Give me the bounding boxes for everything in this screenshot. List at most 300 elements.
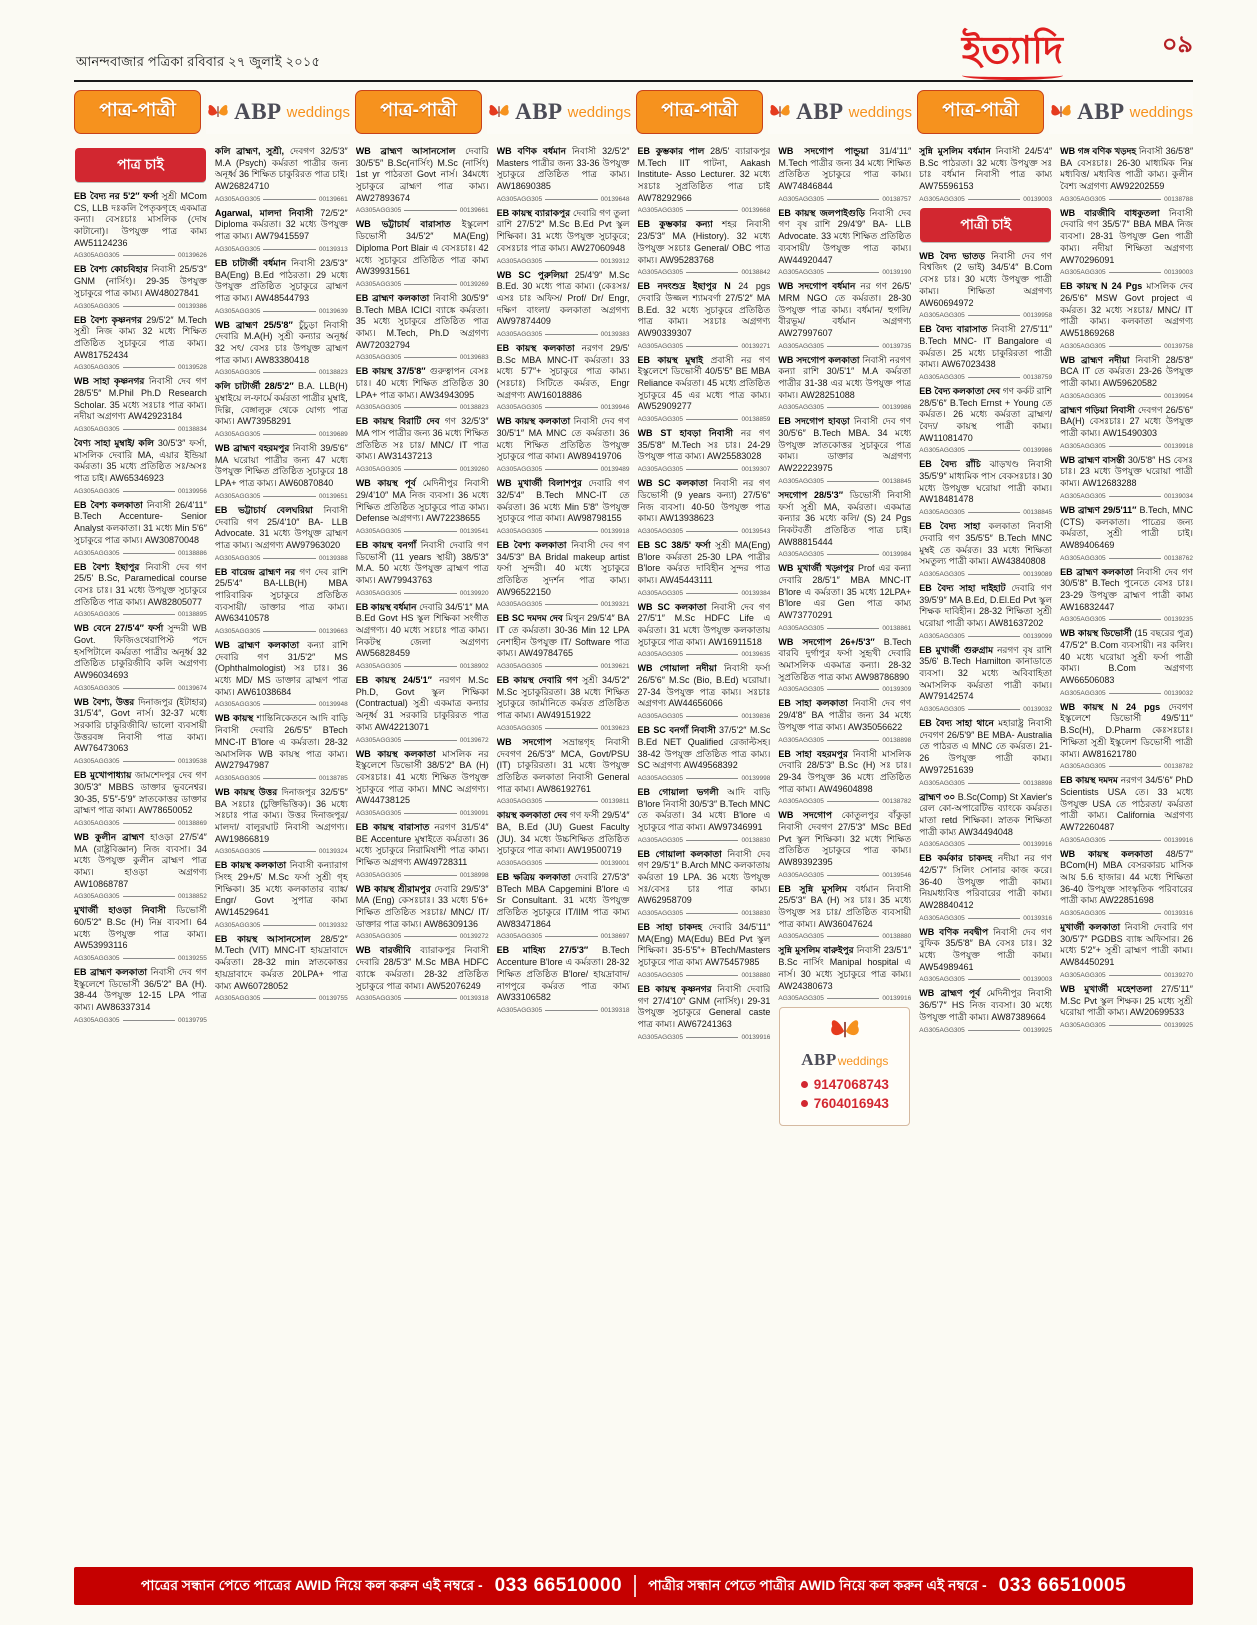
ad-text: কলি ব্রাহ্মণ, সুশ্রী, দেবগণ 32/5'3″ M.A (Psych) কর্মরতা পাত্রীর জন্য অনূর্ধ্ব 36 শিক্ষিত চাকুরিরত পাত্র চাই। AW26824710 bbox=[214, 146, 348, 192]
ad-separator bbox=[74, 758, 207, 765]
agency-code: AG305AGG305 bbox=[214, 848, 261, 856]
ad-text: WB কায়স্থ কলকাতা মাসলিক নর ইস্কুলেশে ডিভোর্সী 38/5'2″ BA (H) বেসঃচাঃ। 41 মধ্যে শিক্ষিত উপযুক্ত সুচাকুরে পাত্র কাম্য। MNC অগ্রগণ্য। AW44738125 bbox=[355, 748, 489, 806]
butterfly-icon bbox=[206, 102, 230, 121]
ad-text: WB গোয়ালা নদীয়া নিবাসী ফর্সা 26/5'6″ M.Sc (Bio, B.Ed) ঘরোয়া। 27-34 উপযুক্ত পাত্র কাম্য। সঃচাঃ অগ্রগণ্য AW44656066 bbox=[637, 663, 771, 709]
ad-text: EB কায়স্থ বর্ধমান দেবারি 34/5'1″ MA B.Ed Govt HS স্কুল শিক্ষিকা সংগীত অগ্রগণ্য। 40 মধ্যে সঃচাঃ পাত্র কাম্য। নিকটস্থ জেলা অগ্রগণ্য AW56828459 bbox=[355, 601, 489, 659]
agency-code: AG305AGG305 bbox=[1060, 616, 1106, 624]
ad-text: EB বৈশ্য কৃষ্ণনগর 29/5'2″ M.Tech সুশ্রী নিজ কাম্য 32 মধ্যে শিক্ষিত প্রতিষ্ঠিত সুচাকুরে পাত্র কাম্য। AW81752434 bbox=[74, 314, 207, 360]
separator-line bbox=[263, 558, 315, 559]
separator-line bbox=[827, 936, 879, 937]
ad-separator bbox=[1060, 972, 1193, 979]
separator-line bbox=[404, 666, 456, 667]
agency-code: AG305AGG305 bbox=[214, 995, 261, 1003]
separator-line bbox=[968, 844, 1020, 845]
classified-ad bbox=[919, 386, 1052, 454]
reg-number: 00139099 bbox=[1023, 632, 1053, 640]
phone-number-text: 9147068743 bbox=[813, 1077, 889, 1093]
classified-ad bbox=[919, 146, 1052, 203]
butterfly-icon bbox=[828, 1016, 862, 1043]
ad-separator bbox=[778, 196, 911, 203]
agency-code: AG305AGG305 bbox=[74, 893, 120, 901]
separator-line bbox=[263, 998, 315, 999]
ad-separator bbox=[356, 281, 489, 288]
agency-code: AG305AGG305 bbox=[496, 601, 543, 609]
ad-text: EB ভট্টাচার্য বেলঘরিয়া নিবাসী দেবারি গণ 25/4'10″ BA- LLB Advocate. 31 মধ্যে উপযুক্ত ব্রাহ্মণ পাত্র কাম্য। অগ্রগণ্য AW97963020 bbox=[214, 504, 348, 550]
agency-code: AG305AGG305 bbox=[74, 611, 120, 619]
agency-code: AG305AGG305 bbox=[778, 342, 824, 350]
classified-ad bbox=[919, 583, 1052, 640]
classified-ad bbox=[638, 219, 771, 276]
phone-number-text: 7604016943 bbox=[813, 1096, 889, 1112]
separator-line bbox=[968, 377, 1020, 378]
agency-code: AG305AGG305 bbox=[496, 527, 543, 535]
classified-ad bbox=[356, 146, 489, 214]
ad-text: WB সদগোপ বর্ধমান নর গণ 26/5' MRM NGO তে কর্মরতা। 28-30 উপযুক্ত পাত্র কাম্য। বর্ধমান/ হুগলি/ বীরভূম/ বর্ধমান অগ্রগণ্য AW27997607 bbox=[778, 281, 912, 338]
separator-line bbox=[545, 936, 597, 937]
ad-separator bbox=[778, 343, 911, 350]
ad-separator bbox=[638, 207, 771, 214]
ad-separator bbox=[1060, 616, 1193, 623]
ad-separator bbox=[919, 196, 1052, 203]
separator-line bbox=[404, 469, 456, 470]
classified-ad bbox=[497, 613, 630, 670]
separator-line bbox=[123, 688, 175, 689]
classified-ad bbox=[919, 324, 1052, 381]
agency-code: AG305AGG305 bbox=[778, 269, 824, 277]
classified-ad bbox=[215, 567, 348, 635]
separator-line bbox=[686, 593, 738, 594]
masthead bbox=[74, 30, 1193, 82]
ad-separator bbox=[356, 207, 489, 214]
agency-code: AG305AGG305 bbox=[1060, 1021, 1106, 1029]
agency-code: AG305AGG305 bbox=[214, 774, 261, 782]
classified-ad bbox=[74, 832, 207, 900]
ad-text: EB কায়স্থ বনগাঁ নিবাসী দেবারি গণ ডিভোর্সী (11 years স্থায়ী) 38/5'3″ M.A. 50 মধ্যে উপযুক্ত ব্রাহ্মণ পাত্র কাম্য। AW79943763 bbox=[355, 539, 489, 585]
ad-separator bbox=[919, 841, 1052, 848]
separator-line bbox=[1109, 396, 1161, 397]
ad-separator bbox=[74, 488, 207, 495]
separator-line bbox=[263, 496, 315, 497]
separator-line bbox=[1109, 346, 1161, 347]
classified-ad bbox=[74, 770, 207, 827]
ad-text: WB কায়স্থ শ্রীরামপুর দেবারি 29/5'3″ MA (Eng) কেসঃচাঃ। 33 মধ্যে 5'6+ শিক্ষিত প্রতিষ্ঠিত সঃচাঃ/ MNC/ IT/ ডাক্তার পাত্র কাম্য। AW86309136 bbox=[355, 883, 489, 929]
agency-code: AG305AGG305 bbox=[496, 663, 543, 671]
agency-code: AG305AGG305 bbox=[74, 1016, 120, 1024]
agency-code: AG305AGG305 bbox=[214, 701, 261, 709]
agency-code: AG305AGG305 bbox=[496, 195, 543, 203]
ad-text: EB সদগোপ হাবড়া নিবাসী দেব গণ 30/5'6″ B.Tech MBA. 34 মধ্যে উপযুক্ত স্নাতকোত্তর সুচাকুরে পাত্র কাম্য। ডাক্তার অগ্রগণ্য AW22223975 bbox=[778, 416, 912, 474]
classified-ad bbox=[74, 438, 207, 495]
ad-text: EB মুখার্জী গুরুগ্রাম নরগণ বৃষ রাশি 35/6' B.Tech Hamilton কানাডাতে ব্যবসা। 32 মধ্যে অবিবাহিতা অমাসলিক কর্মরতা পাত্রী কাম্য। AW79142574 bbox=[919, 644, 1053, 702]
reg-number: 00139384 bbox=[741, 589, 771, 597]
ad-text: WB মুখার্জী মহেশতলা 27/5'11″ M.Sc Pvt স্কুল শিক্ষক। 25 মধ্যে সুশ্রী ঘরোয়া পাত্রী কাম্য। AW20699533 bbox=[1060, 983, 1193, 1018]
classified-ad bbox=[356, 540, 489, 597]
reg-number: 00139034 bbox=[1164, 492, 1193, 500]
ad-text: EB কায়স্থ আসানসোল 28/5'2″ M.Tech (VIT) MNC-IT হায়দ্রাবাদে কর্মরতা। 28-32 min স্নাতকোত্তর হায়দ্রাবাদে কর্মরত 20LPA+ পাত্র কাম্য AW60728052 bbox=[214, 933, 348, 991]
ad-separator bbox=[215, 775, 348, 782]
classifieds-columns bbox=[74, 146, 1193, 1561]
reg-number: 00139674 bbox=[177, 684, 207, 692]
ad-separator bbox=[497, 258, 630, 265]
ad-text: WB ভট্টাচার্য বারাসাত ইস্কুলেশ ডিভোর্সী 34/5'2″ MA(Eng) Diploma Port Blair এ বেসঃচাঃ। 42 মধ্যে সুচাকুরে প্রতিষ্ঠিত পাত্র কাম্য AW39931561 bbox=[355, 219, 489, 277]
ad-separator bbox=[497, 933, 630, 940]
reg-number: 00139546 bbox=[882, 871, 912, 879]
reg-number: 00139811 bbox=[601, 798, 630, 806]
reg-number: 00139758 bbox=[1164, 342, 1193, 350]
ad-separator bbox=[497, 860, 630, 867]
separator-line bbox=[545, 261, 597, 262]
ad-separator bbox=[215, 308, 348, 315]
ad-separator bbox=[638, 910, 771, 917]
ad-text: EB মুখোপাধ্যায় জামশেদপুর দেব গণ 30/5'3″ MBBS ডাক্তার ভুবনেশ্বর। 30-35, 5'5″-5'9″ স্নাতকোত্তর ডাক্তার ব্রাহ্মণ পাত্র কাম্য। AW78650052 bbox=[74, 770, 207, 816]
reg-number: 00139668 bbox=[741, 207, 771, 215]
ad-separator bbox=[497, 1007, 630, 1014]
ad-text: সুন্নি মুসলিম বর্ধমান নিবাসী 24/5'4″ B.Sc পাঠরতা। 32 মধ্যে উপযুক্ত সঃ চাঃ বর্ধমান নিবাসী পাত্র কাম্য AW75596153 bbox=[919, 146, 1053, 192]
separator-line bbox=[263, 704, 315, 705]
abp-weddings-logo bbox=[487, 90, 631, 134]
separator-line bbox=[1109, 199, 1161, 200]
reg-number: 00139235 bbox=[1164, 616, 1193, 624]
abp-weddings-logo bbox=[768, 90, 912, 134]
agency-code: AG305AGG305 bbox=[637, 416, 684, 424]
classified-ad bbox=[497, 146, 630, 203]
reg-number: 00139683 bbox=[459, 354, 489, 362]
ad-text: EB সাহা বহরমপুর নিবাসী মাসলিক দেবারি 28/5'3″ B.Sc (H) সঃ চাঃ। 29-34 উপযুক্ত 36 মধ্যে প্রতিষ্ঠিত পাত্র কাম্য। AW49604898 bbox=[778, 748, 912, 794]
ad-text: EB কায়স্থ কলকাতা নরগণ 29/5' B.Sc MBA MNC-IT কর্মরতা। 33 মধ্যে 5'7″+ সুচাকুরে পাত্র কাম্য। (সঃচাঃ) সিটিতে কর্মরত, Engr অগ্রগণ্য AW16018886 bbox=[496, 342, 630, 400]
ad-separator bbox=[1060, 690, 1193, 697]
classified-ad bbox=[778, 698, 911, 743]
ad-text: সুন্নি মুসলিম বারুইপুর নিবাসী 23/5'1″ B.Sc নার্সিং Manipal hospital এ নার্স। 30 মধ্যে সুচাকুরে পাত্র কাম্য। AW24380673 bbox=[778, 945, 912, 991]
ad-separator bbox=[74, 955, 207, 962]
separator-line bbox=[404, 357, 456, 358]
agency-code: AG305AGG305 bbox=[1060, 442, 1106, 450]
ad-separator bbox=[497, 528, 630, 535]
classified-ad bbox=[1060, 208, 1193, 276]
classified-ad bbox=[74, 562, 207, 619]
ad-separator bbox=[638, 651, 771, 658]
separator-line bbox=[123, 429, 175, 430]
reg-number: 00139332 bbox=[318, 921, 348, 929]
ad-text: EB বৈদ্য সাহা থানে মহারাষ্ট্র নিবাসী দেবগণ 26/5'9″ BE MBA- Australia তে পাঠরত এ MNC তে কর্মরত। 21-26 উপযুক্ত পাত্রী কাম্য। AW97251639 bbox=[919, 718, 1053, 775]
ad-text: EB বৈশ্য কোচবিহার নিবাসী 25/5'3″ GNM (নার্সিং)। 29-35 উপযুক্ত সুচাকুরে পাত্র কাম্য। AW48027841 bbox=[74, 264, 207, 298]
classified-ad bbox=[497, 343, 630, 411]
reg-number: 00139089 bbox=[1023, 570, 1053, 578]
separator-line bbox=[1109, 619, 1161, 620]
reg-number: 00138842 bbox=[741, 269, 771, 277]
reg-number: 00139956 bbox=[177, 487, 207, 495]
ad-separator bbox=[74, 550, 207, 557]
abp-brand-text: ABP bbox=[801, 1050, 837, 1070]
ad-separator bbox=[497, 196, 630, 203]
classified-ad bbox=[356, 219, 489, 287]
ad-separator bbox=[919, 1027, 1052, 1034]
reg-number: 00139003 bbox=[1164, 269, 1193, 277]
agency-code: AG305AGG305 bbox=[1060, 392, 1106, 400]
agency-code: AG305AGG305 bbox=[637, 527, 684, 535]
agency-code: AG305AGG305 bbox=[637, 466, 684, 474]
ad-text: ব্রাহ্মণ গড়িয়া নিবাসী দেবগণ 26/5'6″ BA(H) বেসঃচাঃ। 27 মধ্যে উপযুক্ত পাত্রী কাম্য। AW15490303 bbox=[1060, 404, 1193, 439]
ad-separator bbox=[1060, 1022, 1193, 1029]
ad-separator bbox=[778, 872, 911, 879]
reg-number: 00139318 bbox=[459, 995, 489, 1003]
agency-code: AG305AGG305 bbox=[74, 487, 120, 495]
separator-line bbox=[827, 554, 879, 555]
ad-text: WB সদগোপ সভ্রান্তগৃহ নিবাসী দেবগণ 26/5'3″ MCA, Govt/PSU (IT) চাকুরিরতা। 31 মধ্যে উপযুক্ত প্রতিষ্ঠিত কলকাতা নিবাসী General পাত্র কাম্য। AW86192761 bbox=[496, 736, 630, 794]
ad-text: WB ব্রাহ্মণ নদীয়া নিবাসী 28/5'8″ BCA IT তে কর্মরত। 23-26 উপযুক্ত পাত্রী কাম্য। AW59620582 bbox=[1060, 354, 1193, 388]
agency-code: AG305AGG305 bbox=[637, 269, 684, 277]
classified-ad bbox=[215, 320, 348, 377]
classified-ad bbox=[778, 490, 911, 558]
reg-number: 00139003 bbox=[1023, 195, 1053, 203]
agency-code: AG305AGG305 bbox=[355, 995, 402, 1003]
separator-line bbox=[263, 249, 315, 250]
classified-ad bbox=[778, 945, 911, 1002]
butterfly-icon bbox=[487, 102, 511, 121]
reg-number: 00138861 bbox=[882, 624, 912, 632]
separator-line bbox=[545, 334, 597, 335]
reg-number: 00139543 bbox=[741, 527, 771, 535]
agency-code: AG305AGG305 bbox=[919, 976, 965, 984]
ad-text: EB কায়স্থ N 24 Pgs মাসলিক দেব 26/5'6″ MSW Govt project এ কর্মরত। 32 মধ্যে সঃচাঃ/ MNC/ IT পাত্রী কাম্য। কলকাতা অগ্রগণ্য AW51869268 bbox=[1060, 281, 1193, 338]
reg-number: 00139946 bbox=[600, 404, 630, 412]
classified-ad bbox=[1060, 775, 1193, 843]
agency-code: AG305AGG305 bbox=[355, 527, 402, 535]
reg-number: 00139672 bbox=[459, 736, 489, 744]
classified-ad bbox=[1060, 146, 1193, 203]
separator-line bbox=[686, 975, 738, 976]
ad-separator bbox=[638, 269, 771, 276]
reg-number: 00139689 bbox=[318, 431, 348, 439]
ad-separator bbox=[638, 343, 771, 350]
separator-line bbox=[404, 998, 456, 999]
separator-line bbox=[263, 311, 315, 312]
classified-ad bbox=[778, 355, 911, 412]
ad-text: WB ব্রাহ্মণ বাসন্তী 30/5'8″ HS বেসঃ চাঃ। 23 মধ্যে উপযুক্ত ঘরোয়া পাত্রী কাম্য। AW12683288 bbox=[1060, 454, 1193, 489]
separator-line bbox=[263, 925, 315, 926]
ad-separator bbox=[919, 509, 1052, 516]
ad-separator bbox=[74, 252, 207, 259]
ad-column bbox=[356, 146, 489, 1561]
reg-number: 00139663 bbox=[318, 628, 348, 635]
ad-text: WB কুলীন ব্রাহ্মণ হাওড়া 27/5'4″ MA (রাষ্ট্রবিজ্ঞান) নিজ ব্যবসা। 34 মধ্যে উপযুক্ত কুলীন ব্রাহ্মণ পাত্র কাম্য। হাওড়া অগ্রগণ্য AW10868787 bbox=[74, 831, 207, 889]
ad-text: WB সদগোপ পান্ডুয়া 31/4'11″ M.Tech পাত্রীর জন্য 34 মধ্যে শিক্ষিত প্রতিষ্ঠিত সুচাকুরে পাত্র কাম্য। AW74846844 bbox=[778, 146, 912, 192]
ad-separator bbox=[638, 416, 771, 423]
hotline-bride-number: 033 66510005 bbox=[998, 1575, 1127, 1596]
ad-separator bbox=[356, 354, 489, 361]
ad-separator bbox=[356, 995, 489, 1002]
separator-line bbox=[827, 875, 879, 876]
ad-separator bbox=[497, 798, 630, 805]
abp-weddings-text: weddings bbox=[286, 103, 350, 121]
separator-line bbox=[968, 199, 1020, 200]
classified-ad bbox=[778, 281, 911, 349]
reg-number: 00139032 bbox=[1023, 706, 1053, 714]
separator-line bbox=[686, 654, 738, 655]
bullet-icon bbox=[801, 1081, 808, 1088]
ad-text: EB গোয়ালা ভগলী আদি বাড়ি B'lore নিবাসী 30/5'3″ B.Tech MNC তে কর্মরতা। 34 মধ্যে B'lore এ সুচাকুরে পাত্র কাম্য। AW97346991 bbox=[637, 786, 771, 832]
reg-number: 00139925 bbox=[1023, 1026, 1053, 1034]
agency-code: AG305AGG305 bbox=[778, 736, 824, 744]
ad-separator bbox=[356, 663, 489, 670]
ad-separator bbox=[356, 466, 489, 473]
reg-number: 00138845 bbox=[1023, 509, 1053, 517]
reg-number: 00139309 bbox=[882, 686, 912, 694]
agency-code: AG305AGG305 bbox=[214, 369, 261, 377]
separator-line bbox=[1109, 975, 1161, 976]
ad-text: WB গঙ্গ বণিক খড়দহ নিবাসী 36/5'8″ BA বেসঃচাঃ। 26-30 মাধ্যমিক নিম্ন মধ্যবিত্ত/ মধ্যবিত্ত পাত্রী কাম্য। কুলীন বৈশ্য অগ্রগণ্য AW92202559 bbox=[1060, 146, 1193, 192]
classified-ad bbox=[919, 988, 1052, 1033]
classified-ad bbox=[215, 505, 348, 562]
ad-text: WB বৈশ্য, উত্তর দিনাজপুর (ইটাহার) 31/5'4″, Govt নার্স। 32-37 মধ্যে সরকারি চাকুরিজীবি/ ভালো ব্যবসায়ী উত্তরবঙ্গ নিবাসী পাত্র কাম্য। AW76473063 bbox=[74, 696, 207, 754]
separator-line bbox=[123, 491, 175, 492]
ad-separator bbox=[1060, 837, 1193, 844]
agency-code: AG305AGG305 bbox=[919, 509, 965, 517]
reg-number: 00139260 bbox=[459, 466, 489, 474]
patra-patri-banner: পাত্র-পাত্রী bbox=[917, 90, 1044, 134]
ad-separator bbox=[1060, 493, 1193, 500]
separator-line bbox=[404, 936, 456, 937]
reg-number: 00139755 bbox=[318, 995, 348, 1003]
ad-column bbox=[1060, 146, 1193, 1561]
reg-number: 00139916 bbox=[1164, 836, 1193, 844]
classified-ad bbox=[215, 934, 348, 1002]
reg-number: 00138845 bbox=[882, 477, 912, 485]
agency-code: AG305AGG305 bbox=[919, 195, 965, 203]
separator-line bbox=[404, 531, 456, 532]
ad-separator bbox=[1060, 910, 1193, 917]
separator-line bbox=[686, 469, 738, 470]
agency-code: AG305AGG305 bbox=[637, 910, 684, 918]
separator-line bbox=[263, 778, 315, 779]
classified-ad bbox=[638, 428, 771, 473]
ad-column bbox=[74, 146, 207, 1561]
separator-line bbox=[968, 450, 1020, 451]
agency-code: AG305AGG305 bbox=[496, 724, 543, 732]
agency-code: AG305AGG305 bbox=[778, 477, 824, 485]
classified-ad bbox=[638, 849, 771, 917]
separator-line bbox=[827, 689, 879, 690]
ad-separator bbox=[74, 303, 207, 310]
separator-line bbox=[123, 306, 175, 307]
ad-separator bbox=[638, 1034, 771, 1041]
ad-separator bbox=[778, 798, 911, 805]
agency-code: AG305AGG305 bbox=[637, 1033, 684, 1041]
ad-separator bbox=[638, 713, 771, 720]
ad-separator bbox=[919, 312, 1052, 319]
agency-code: AG305AGG305 bbox=[778, 404, 824, 412]
ad-separator bbox=[215, 701, 348, 708]
ad-text: EB বৈশ্য কলকাতা নিবাসী 26/4'11″ B.Tech Accenture- Senior Analyst কলকাতা। 31 মধ্যে Min 5'6″ সুচাকুরে পাত্র কাম্য। AW30870048 bbox=[74, 499, 207, 545]
abp-weddings-logo bbox=[206, 90, 350, 134]
classified-ad bbox=[919, 853, 1052, 921]
ad-text: EB চাটার্জী বর্ধমান নিবাসী 23/5'3″ BA(Eng) B.Ed পাঠরতা। 29 মধ্যে উপযুক্ত প্রতিষ্ঠিত সুচাকুরে ব্রাহ্মণ পাত্র কাম্য। AW48544793 bbox=[214, 257, 348, 303]
reg-number: 00138762 bbox=[1164, 554, 1193, 562]
ad-separator bbox=[778, 404, 911, 411]
separator-line bbox=[545, 531, 597, 532]
agency-code: AG305AGG305 bbox=[355, 736, 402, 744]
classified-ad bbox=[778, 146, 911, 203]
ad-separator bbox=[1060, 443, 1193, 450]
separator-line bbox=[263, 631, 315, 632]
separator-line bbox=[123, 823, 175, 824]
patra-patri-banner: পাত্র-পাত্রী bbox=[636, 90, 763, 134]
ad-text: WB বৈদ্য ভাতড় নিবাসী দেব গণ বিশ্বজিৎ (2 ভাই) 34/5'4″ B.Com বেসঃ চাঃ। 30 মধ্যে উপযুক্ত পাত্রী কাম্য। শিক্ষিতা অগ্রগণ্য AW60694972 bbox=[919, 250, 1053, 308]
separator-line bbox=[404, 875, 456, 876]
ad-separator bbox=[638, 528, 771, 535]
ad-text: EB ব্রাহ্মণ কলকাতা নিবাসী দেব গণ 30/5'8″ B.Tech পুনেতে বেসঃ চাঃ। 23-29 উপযুক্ত ব্রাহ্মণ পাত্রী কাম্য AW16832447 bbox=[1060, 566, 1193, 612]
separator-line bbox=[968, 636, 1020, 637]
agency-code: AG305AGG305 bbox=[778, 195, 824, 203]
ad-text: WB কায়স্থ শান্তিনিকেতনে আদি বাড়ি নিবাসী দেবারি 26/5'5″ BTech MNC-IT B'lore এ কর্মরতা। 28-32 অমাসলিক WB কায়স্থ পাত্র কাম্য। AW27947987 bbox=[214, 713, 348, 771]
ad-text: WB কায়স্থ কলকাতা 48/5'7″ BCom(H) MBA বেসরকারচ মাসিক আয় 5.6 হাজার। 44 মধ্যে শিক্ষিতা 36-40 উপযুক্ত সাংস্কৃতিক পরিবারের পাত্রী কাম্য AW22851698 bbox=[1060, 848, 1193, 906]
separator-line bbox=[263, 434, 315, 435]
ad-column bbox=[778, 146, 911, 1561]
separator-line bbox=[404, 210, 456, 211]
reg-number: 00139541 bbox=[459, 527, 489, 535]
agency-code: AG305AGG305 bbox=[919, 632, 965, 640]
reg-number: 00138823 bbox=[318, 369, 348, 377]
separator-line bbox=[827, 407, 879, 408]
reg-number: 00139313 bbox=[318, 245, 348, 253]
reg-number: 00138830 bbox=[741, 910, 771, 918]
classified-ad bbox=[356, 416, 489, 473]
ad-text: EB কায়স্থ দেবারি গণ সুশ্রী 34/5'2″ M.Sc সুচাকুরিরতা। 38 মধ্যে শিক্ষিত সুচাকুরে জার্মানিতে কর্মরত প্রতিষ্ঠিত পাত্র কাম্য। AW49151922 bbox=[496, 675, 630, 721]
classified-ad bbox=[356, 749, 489, 817]
ad-text: EB SC দমদম দেব মিথুন 29/5'4″ BA IT তে কর্মরতা। 30-36 Min 12 LPA নেশাহীন উপযুক্ত IT/ Software পাত্র কাম্য। AW49784765 bbox=[496, 613, 630, 659]
classified-ad bbox=[215, 258, 348, 315]
reg-number: 00138895 bbox=[177, 611, 207, 619]
separator-line bbox=[263, 372, 315, 373]
classified-ad bbox=[497, 416, 630, 473]
agency-code: AG305AGG305 bbox=[355, 404, 402, 412]
agency-code: AG305AGG305 bbox=[214, 195, 261, 203]
ad-text: WB বেনে 27/5'4″ ফর্সা সুন্দরী WB Govt. ফিজিওথেরাপিস্ট পদে হসপিটালে কর্মরতা পাত্রীর অনূর্ধ্ব 32 প্রতিষ্ঠিত চাকুরিজীবি কলি অগ্রগণ্য AW96034693 bbox=[74, 623, 207, 680]
ad-separator bbox=[638, 466, 771, 473]
agency-code: AG305AGG305 bbox=[1060, 195, 1106, 203]
agency-code: AG305AGG305 bbox=[496, 798, 543, 806]
ad-text: EB মাহিষ্য 27/5'3″ B.Tech Accenture B'lore এ কর্মরতা। 28-32 শিক্ষিত প্রতিষ্ঠিত B'lore/ হায়দ্রাবাদ/ নাগপুরে কর্মরত পাত্র কাম্য AW33106582 bbox=[496, 945, 630, 1003]
separator-line bbox=[404, 284, 456, 285]
abp-brand-text: ABP bbox=[1077, 99, 1125, 124]
ad-text: WB মুখার্জী বিলাশপুর দেবারি গণ 32/5'4″ B.Tech MNC-IT তে কর্মরতা। 36 মধ্যে Min 5'8″ উপযুক্ত সুচাকুরে পাত্র কাম্য। AW98798155 bbox=[496, 478, 630, 524]
reg-number: 00138830 bbox=[741, 836, 771, 844]
reg-number: 00138886 bbox=[177, 549, 207, 557]
agency-code: AG305AGG305 bbox=[74, 426, 120, 433]
abp-weddings-text: weddings bbox=[848, 103, 912, 121]
separator-line bbox=[123, 255, 175, 256]
separator-line bbox=[545, 1010, 597, 1011]
ad-separator bbox=[778, 737, 911, 744]
ad-text: বৈণ্য সাহা মুম্বাই/ কলি 30/5'3″ ফর্সা, মাসলিক দেবারি MA, এয়ার ইন্ডিয়া কর্মরতা। 35 মধ্যে প্রতিষ্ঠিত সঃ/অসঃ পাত্র চাই। AW65346923 bbox=[74, 438, 207, 484]
agency-code: AG305AGG305 bbox=[214, 307, 261, 315]
ad-separator bbox=[497, 331, 630, 338]
reg-number: 00138759 bbox=[1023, 373, 1053, 381]
ad-text: WB কায়স্থ পূর্ব মেদিনীপুর নিবাসী 29/4'10″ MA নিজ ব্যবসা। 36 মধ্যে শিক্ষিত প্রতিষ্ঠিত সুচাকুরে পাত্র কাম্য। Defense অগ্রগণ্য। AW72238655 bbox=[355, 478, 489, 524]
reg-number: 00139307 bbox=[741, 466, 771, 474]
agency-code: AG305AGG305 bbox=[355, 933, 402, 941]
separator-line bbox=[1109, 1025, 1161, 1026]
ad-separator bbox=[638, 590, 771, 597]
reg-number: 00138757 bbox=[882, 195, 912, 203]
ad-separator bbox=[1060, 269, 1193, 276]
hotline-groom-label: পাত্রের সন্ধান পেতে পাত্রের AWID নিয়ে কল করুন এই নম্বরে - bbox=[140, 1577, 483, 1593]
classified-ad bbox=[919, 927, 1052, 984]
reg-number: 00139318 bbox=[600, 1006, 630, 1014]
agency-code: AG305AGG305 bbox=[214, 554, 261, 562]
separator-line bbox=[686, 913, 738, 914]
ad-separator bbox=[778, 995, 911, 1002]
ad-text: EB বৈদ্য কলকাতা দেব গণ কর্কট রাশি 28/5'6″ B.Tech Ernst + Young তে কর্মরত। 26 মধ্যে কর্মরতা ব্রাহ্মণ/ বৈদ্য/ কায়স্থ পাত্রী কাম্য। AW11081470 bbox=[919, 385, 1053, 443]
